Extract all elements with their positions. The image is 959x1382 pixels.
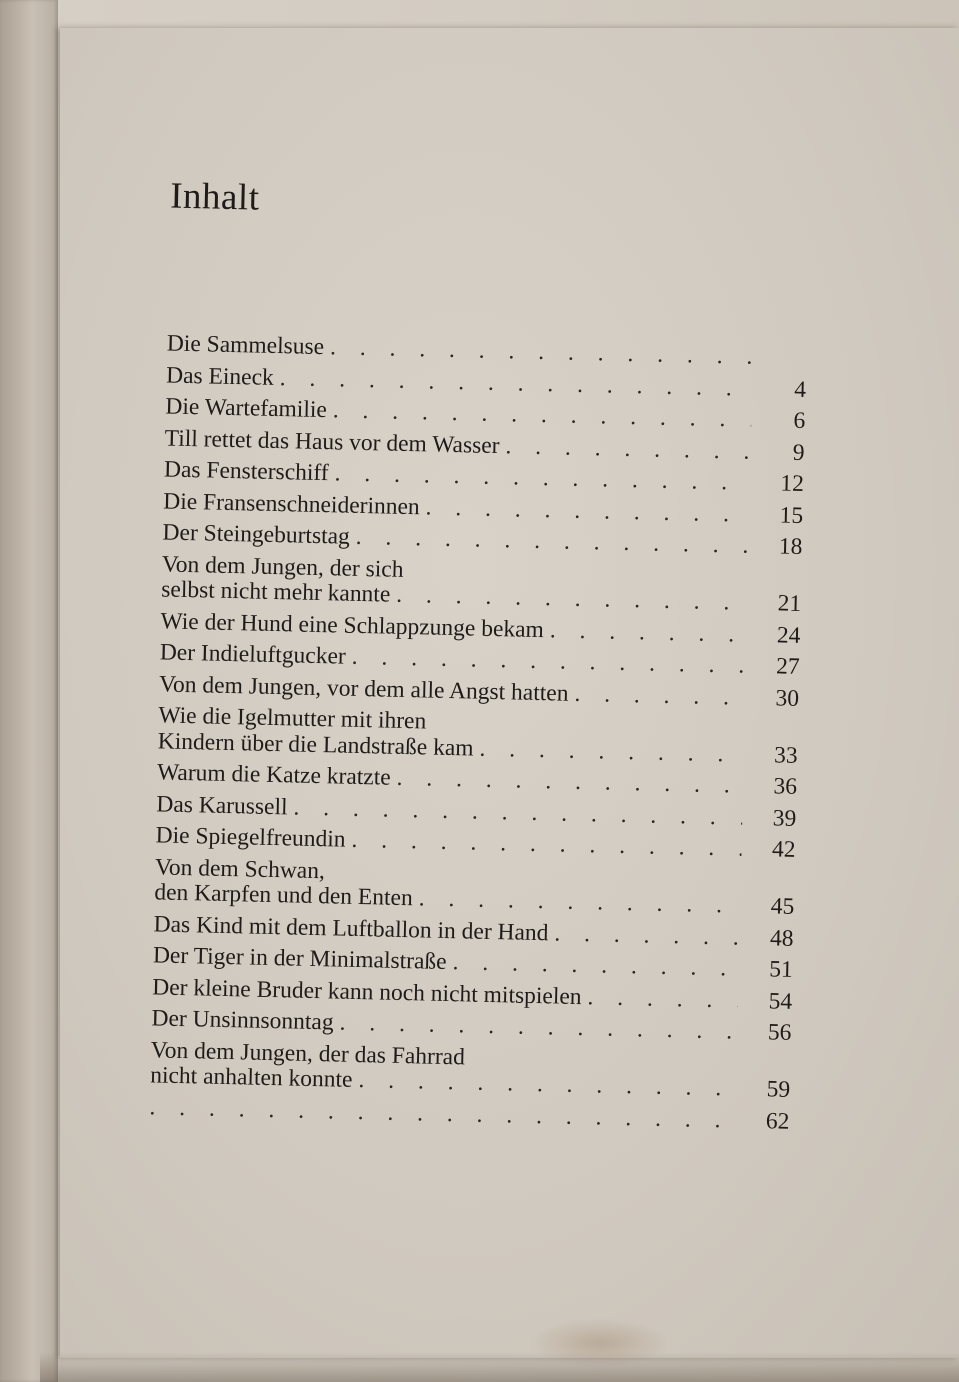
- page-title: Inhalt: [169, 175, 260, 219]
- toc-page-number: 54: [768, 987, 793, 1015]
- dot-leader: [554, 918, 740, 954]
- toc-entry-title-line1: Wie die Igelmutter mit ihren: [158, 702, 427, 735]
- toc-entry-title: selbst nicht mehr kannte: [160, 576, 391, 608]
- toc-page-number: 12: [780, 470, 805, 497]
- toc-entry-title: Die Spiegelfreundin: [155, 822, 346, 853]
- toc-page-number: 36: [773, 773, 798, 800]
- toc-page-number: 59: [766, 1076, 791, 1103]
- toc-entry-title: Der Steingeburtstag: [162, 519, 351, 550]
- toc-entry-title-line1: Von dem Jungen, der das Fahrrad: [150, 1036, 466, 1070]
- book-page: [60, 28, 959, 1358]
- toc-entry-title: Wie der Hund eine Schlappzunge bekam: [160, 607, 545, 643]
- toc-entry-title: Die Wartefamilie: [165, 393, 328, 424]
- dot-leader: [587, 982, 738, 1017]
- toc-page-number: 27: [775, 653, 800, 680]
- toc-entry-title: Von dem Jungen, vor dem alle Angst hatten: [158, 670, 569, 707]
- toc-entry-title: Der Unsinnsonntag: [151, 1005, 334, 1036]
- toc-entry-title: Das Fensterschiff: [163, 456, 329, 487]
- dot-leader: [574, 678, 745, 713]
- toc-page-number: 56: [767, 1019, 792, 1046]
- toc-page-number: 24: [776, 621, 801, 649]
- toc-entry-title: Das Karussell: [156, 790, 288, 820]
- toc-entry-title: Der kleine Bruder kann noch nicht mitspielen: [151, 973, 582, 1010]
- toc-entry-title: Kindern über die Landstraße kam: [157, 727, 474, 762]
- toc-page-number: 9: [792, 439, 805, 466]
- toc-list: [149, 329, 807, 1138]
- toc-entry-title: Das Eineck: [165, 362, 275, 391]
- toc-page-number: 21: [777, 590, 802, 617]
- toc-page-number: 45: [770, 893, 795, 920]
- toc-entry-title: den Karpfen und den Enten: [154, 879, 414, 912]
- toc-page-number: 4: [793, 376, 807, 403]
- toc-entry-title: Der Tiger in der Minimalstraße: [152, 942, 447, 976]
- page-bottom-shadow: [40, 1352, 959, 1382]
- dot-leader: [550, 615, 747, 651]
- toc-page-number: 62: [765, 1107, 790, 1135]
- toc-entry-title: Die Sammelsuse: [166, 330, 325, 361]
- toc-entry-title: Till rettet das Haus vor dem Wasser: [164, 424, 500, 459]
- toc-entry-title: nicht anhalten konnte: [149, 1062, 353, 1093]
- toc-page-number: 15: [779, 501, 804, 529]
- toc-page-number: 51: [769, 956, 794, 983]
- toc-page-number: 48: [769, 924, 794, 952]
- toc-page-number: 33: [773, 741, 798, 769]
- toc-entry-title: Das Kind mit dem Luftballon in der Hand: [153, 910, 549, 946]
- toc-page-number: 6: [793, 407, 806, 435]
- toc-entry-title-line1: Von dem Jungen, der sich: [161, 550, 404, 583]
- toc-page-number: 30: [775, 684, 800, 712]
- table-of-contents: [30, 28, 959, 1378]
- toc-entry-title: Die Fransenschneiderinnen: [163, 487, 420, 520]
- toc-page-number: 39: [772, 804, 797, 832]
- toc-entry-title: Warum die Katze kratzte: [156, 759, 392, 791]
- toc-entry-title-line1: Von dem Schwan,: [154, 853, 326, 884]
- toc-page-number: 18: [778, 533, 803, 560]
- toc-page-number: 42: [771, 836, 796, 863]
- toc-entry-title: Der Indieluftgucker: [159, 639, 347, 670]
